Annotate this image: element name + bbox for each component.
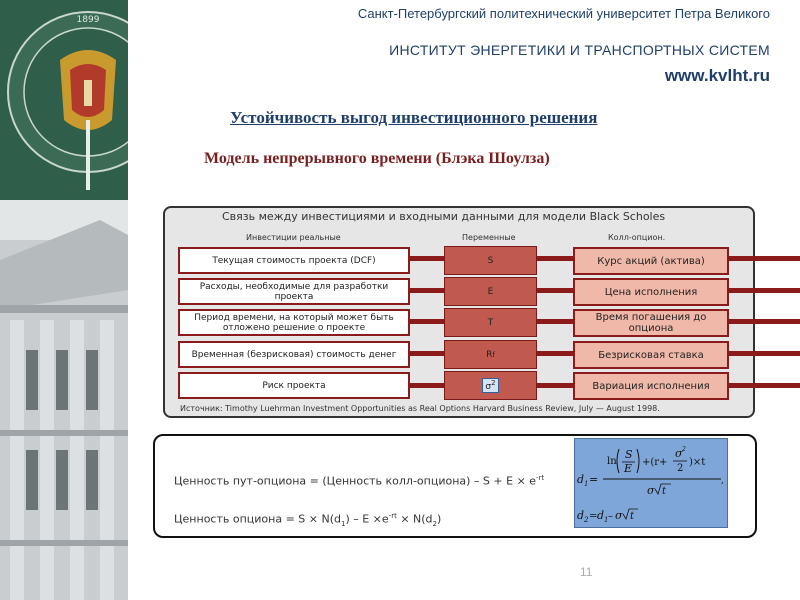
real-investment-cell: Расходы, необходимые для разработки проекта [178,278,410,305]
sigma-box [482,378,498,393]
svg-text:+(r+: +(r+ [642,457,668,468]
real-investment-cell: Текущая стоимость проекта (DCF) [178,247,410,274]
svg-text:=: = [589,511,598,522]
university-seal-logo [0,0,128,200]
svg-text:t: t [662,486,667,497]
put-option-formula [174,474,544,488]
call-option-cell: Время погашения до опциона [573,309,729,337]
university-name: Санкт-Петербургский политехнический университет Петра Великого [357,6,770,21]
svg-text:d: d [577,473,585,486]
variable-cell [444,371,537,400]
variable-cell: S [444,246,537,275]
option-formula-sub: 1 [340,519,346,528]
source-citation: Источник: Timothy Luehrman Investment Opportunities as Real Options Harvard Business Review, July — August 1998. [180,404,660,413]
svg-text:S: S [625,448,633,461]
call-option-cell: Курс акций (актива) [573,247,729,275]
d1-d2-formula-image [574,438,728,528]
svg-text:)×t: )×t [689,457,706,468]
variable-cell [444,340,537,369]
institute-name: ИНСТИТУТ ЭНЕРГЕТИКИ И ТРАНСПОРТНЫХ СИСТЕМ [389,42,770,58]
column-header-real: Инвестиции реальные [246,233,341,242]
variable-symbol: σ [485,382,492,392]
sidebar-decoration [0,0,128,600]
page-number: 11 [580,565,593,579]
svg-text:t: t [630,511,635,522]
building-image [0,200,128,600]
svg-text:ln: ln [607,456,617,467]
option-formula-sup: -rt [388,512,397,520]
svg-text:2: 2 [584,516,589,524]
option-formula-part: ) [437,512,442,526]
variable-subscript: f [492,350,495,359]
svg-text:–: – [608,511,613,522]
real-investment-cell: Риск проекта [178,372,410,399]
variable-superscript: 2 [491,379,496,387]
option-formula-sub: 2 [432,519,438,528]
svg-text:σ: σ [615,509,623,522]
put-formula-exponent: -rt [536,474,545,482]
real-investment-cell: Временная (безрисковая) стоимость денег [178,341,410,368]
put-formula-text: Ценность пут-опциона = (Ценность колл-опциона) – S + E × e [174,474,537,488]
variable-cell: T [444,308,537,337]
real-investment-cell: Период времени, на который может быть отложено решение о проекте [178,309,410,336]
svg-text:1: 1 [604,516,609,524]
variable-cell: E [444,277,537,306]
option-formula-part: ) – E ×e [345,512,389,526]
svg-text:1: 1 [584,480,589,488]
svg-text:σ: σ [675,447,683,460]
call-option-cell: Вариация исполнения [573,372,729,400]
column-header-call: Колл-опцион. [608,233,666,242]
slide-title: Устойчивость выгод инвестиционного решения [230,108,598,127]
svg-text:d: d [597,509,605,522]
column-header-variables: Переменные [462,233,516,242]
svg-text:2: 2 [682,446,686,453]
svg-text:=: = [589,473,599,486]
website-link[interactable]: www.kvlht.ru [664,66,770,85]
variable-symbol: R [486,349,493,360]
svg-text:2: 2 [677,463,684,474]
seal-year: 1899 [76,15,100,25]
svg-text:d: d [577,509,585,522]
option-formula-part: Ценность опциона = S × N(d [174,512,341,526]
d1-d2-formula-svg [575,439,727,527]
call-option-cell: Цена исполнения [573,278,729,306]
call-option-cell: Безрисковая ставка [573,341,729,369]
option-formula-part: × N(d [396,512,433,526]
svg-text:E: E [624,462,633,475]
table-title: Связь между инвестициями и входными данными для модели Black Scholes [222,210,666,223]
option-value-formula [174,512,441,528]
svg-text:,: , [721,476,724,486]
slide-subtitle: Модель непрерывного времени (Блэка Шоулза) [204,150,550,167]
svg-text:σ: σ [647,484,655,497]
